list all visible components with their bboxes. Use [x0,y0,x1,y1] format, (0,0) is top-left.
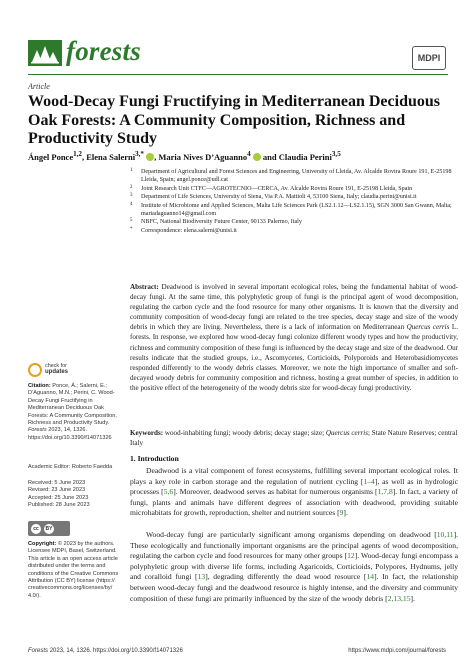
author-name[interactable]: Maria Nives D’Aguanno [158,151,248,162]
date-revised: Revised: 23 June 2023 [28,487,86,494]
citation-link[interactable]: 1–4 [363,476,375,486]
abstract-text: L. forests. In response, we explored how wood-decay fungi colonize different woody types and how the productivity, richness and community composition of these fungi is influenced by the decay stage and size of the deadwood. Our results indicate that the studied groups, i.e., Ascomycetes, Corticioids, Polyporoids and Heterobasidiomycetes responded differently to the woody debris classes. Moreover, we note the high importance of smaller and soft-decayed woody debris for community composition and richness, hosting a great number of species, in addition to the positive effect of the heterogeneity of the woody debris size for wood-decay fungi productivity. [130,323,458,392]
date-accepted: Accepted: 25 June 2023 [28,494,89,501]
forests-logo-icon [28,40,62,66]
citation-block [28,383,124,442]
affiliation-item [130,202,460,219]
citation-doi[interactable]: 2023, 14, 1326. https://doi.org/10.3390/f14071326 [28,427,112,441]
affiliation-text: Department of Life Sciences, University of Siena, Via P.A. Mattioli 4, 53100 Siena, Italy; claudia.perini@unisi.it [141,194,417,201]
cc-by-license-icon[interactable] [28,521,70,536]
body-text: ]. [410,593,415,603]
author-name[interactable]: Elena Salerni [86,151,136,162]
affiliation-text: Joint Research Unit CTFC—AGROTECNIO—CERCA, Av. Alcalde Rovira Roure 191, E-25198 Lleida, Spain [141,185,413,192]
affiliation-mark: 1 [130,168,133,173]
article-title: Wood-Decay Fungi Fructifying in Mediterranean Deciduous Oak Forests: A Community Composition, Richness and Productivity Study [28,93,440,147]
author-name[interactable]: Claudia Perini [278,151,332,162]
footer-citation [28,648,183,654]
citation-link[interactable]: 14 [366,572,375,582]
citation-link[interactable]: 9 [339,508,344,518]
correspondence [130,227,460,235]
body-text: ]. Wood-decay fungi encompass a polyphyletic group with diverse life forms, including Agaricoids, Corticioids, Polypores, Hydnums, jelly and coralloid fungi [ [130,551,458,582]
citation-journal: Forests [28,427,47,434]
copyright-label: Copyright: [28,541,57,547]
species-name: Quercus cerris [406,323,450,332]
body-text: ], degrading differently the dead wood resource [ [205,572,367,582]
copyright-block [28,541,124,600]
affiliation-item [130,168,460,185]
body-text: ]. Moreover, deadwood serves as habitat for numerous organisms [ [173,487,378,497]
affiliations [130,168,460,235]
article-type: Article [28,82,50,91]
affiliation-text: NBFC, National Biodiversity Future Center, 90133 Palermo, Italy [141,219,302,226]
body-text: ], as well as in hydrologic processes [ [130,476,459,497]
check-for-updates[interactable] [45,363,68,375]
body-text: ]. [343,508,348,518]
journal-name: forests [66,36,141,66]
affiliation-mark: 2 [130,184,133,190]
mdpi-logo[interactable]: MDPI [412,46,446,70]
check-updates-line2: updates [45,369,69,376]
author-name[interactable]: Ángel Ponce [28,151,74,162]
body-text: Wood-decay fungi are particularly significant among organisms depending on deadwood [ [146,530,437,539]
section-heading: 1. Introduction [130,454,179,463]
cc-icon: cc [31,524,41,534]
affiliation-mark: 4 [130,201,133,207]
citation-link[interactable]: 13 [197,572,206,582]
abstract-label: Abstract: [130,283,159,291]
affiliation-item [130,218,460,226]
author-list: Ángel Ponce$^{1,2}$, Elena Salerni$^{3,*}$ , Maria Nives D’Aguanno$^4$ and Claudia Perini$^{3,5}$ [28,150,341,162]
footer-journal: Forests [28,648,49,654]
author-affiliation-marks: 4 [247,150,251,158]
footer-journal-url[interactable]: https://www.mdpi.com/journal/forests [348,648,446,654]
citation-link[interactable]: 10,11 [436,530,454,539]
citation-link[interactable]: 2,13,15 [387,593,411,603]
correspondence-text: Correspondence: elena.salerni@unisi.it [141,227,237,234]
check-updates-line1: check for [45,363,67,369]
affiliation-mark: * [130,226,133,232]
affiliation-text: Department of Agricultural and Forest Sciences and Engineering, University of Lleida, Av. Alcalde Rovira Roure 191, E-25198 Lleida, Spain; angel.ponce@udl.cat [141,169,452,184]
date-published: Published: 28 June 2023 [28,502,90,509]
publication-dates [28,480,124,510]
citation-link[interactable]: 5,6 [163,487,174,497]
citation-text: Ponce, Á.; Salerni, E.; D’Aguanno, M.N.; Perini, C. Wood-Decay Fungi Fructifying in Mediterranean Deciduous Oak Forests: A Community Composition, Richness and Productivity Study. [28,383,117,427]
footer-doi[interactable]: 2023, 14, 1326. https://doi.org/10.3390/f14071326 [49,648,183,654]
body-text: ]. These ecologically and functionally important organisms are the principal agents of wood decomposition, regulating the carbon cycle and food resources for many other groups [ [130,530,458,561]
by-icon: BY [45,525,53,532]
body-text: Deadwood is a vital component of forest ecosystems, fulfilling several important ecological roles. It plays a key role in carbon storage and the regulation of nutrient cycling [ [130,466,458,486]
orcid-icon[interactable] [253,153,261,161]
citation-label: Citation: [28,383,51,389]
intro-paragraph [130,466,458,519]
body-text: ]. In fact, a variety of fungi, plants and animals have different degrees of association with deadwood, providing suitable microhabitats for growth, reproduction, shelter and nutrient sources [ [130,487,458,518]
academic-editor: Academic Editor: Roberto Faedda [28,464,113,470]
abstract-text: Deadwood is involved in several important ecological roles, being the fundamental habitat of wood-decay fungi. At the same time, this polyphyletic group of fungi is the principal agent of wood decomposition, regulating the carbon cycle and the food resource for many other organisms. It is known that the diversity and community composition of wood-decay fungi are related to the tree species, decay stage and size of the woody debris in which they are living. Nevertheless, there is a lack of information on Mediterranean [130,283,458,332]
affiliation-mark: 5 [130,218,133,224]
author-affiliation-marks: 3,* [135,150,144,158]
header-rule [28,74,448,75]
affiliation-mark: 3 [130,193,133,199]
keywords-text: wood-inhabiting fungi; woody debris; decay stage; size; [164,429,325,437]
orcid-icon[interactable] [146,153,154,161]
date-received: Received: 5 June 2023 [28,480,86,486]
body-text: ]. In fact, the relationship between wood-decay fungi and the deadwood resource is highly intense, and the diversity and community composition of these fungi are primarily influenced by the size of the woody debris [ [130,572,458,603]
check-for-updates-icon[interactable] [28,363,42,377]
abstract [130,282,458,393]
citation-link[interactable]: 12 [347,551,355,561]
intro-paragraph [130,530,458,604]
author-affiliation-marks: 1,2 [73,150,82,158]
affiliation-item [130,185,460,193]
keywords-text: ; State Nature Reserves; central Italy [130,429,458,448]
keywords [130,428,458,448]
copyright-text: © 2023 by the authors. Licensee MDPI, Basel, Switzerland. This article is an open access article distributed under the terms and conditions of the Creative Commons Attribution (CC BY) license (https:// creativecommons.org/licenses/by/ 4.0/). [28,541,119,599]
affiliation-text: Institute of Microbiome and Applied Sciences, Malta Life Sciences Park (LS2.1.12—LS2.1.15), SGN 3000 San Gwann, Malta; mariadaguanno14@gmail.com [141,202,452,218]
citation-link[interactable]: 1,7,8 [377,487,393,497]
species-name: Quercus cerris [325,429,368,437]
author-affiliation-marks: 3,5 [331,150,341,158]
affiliation-item [130,193,460,201]
keywords-label: Keywords: [130,429,164,437]
